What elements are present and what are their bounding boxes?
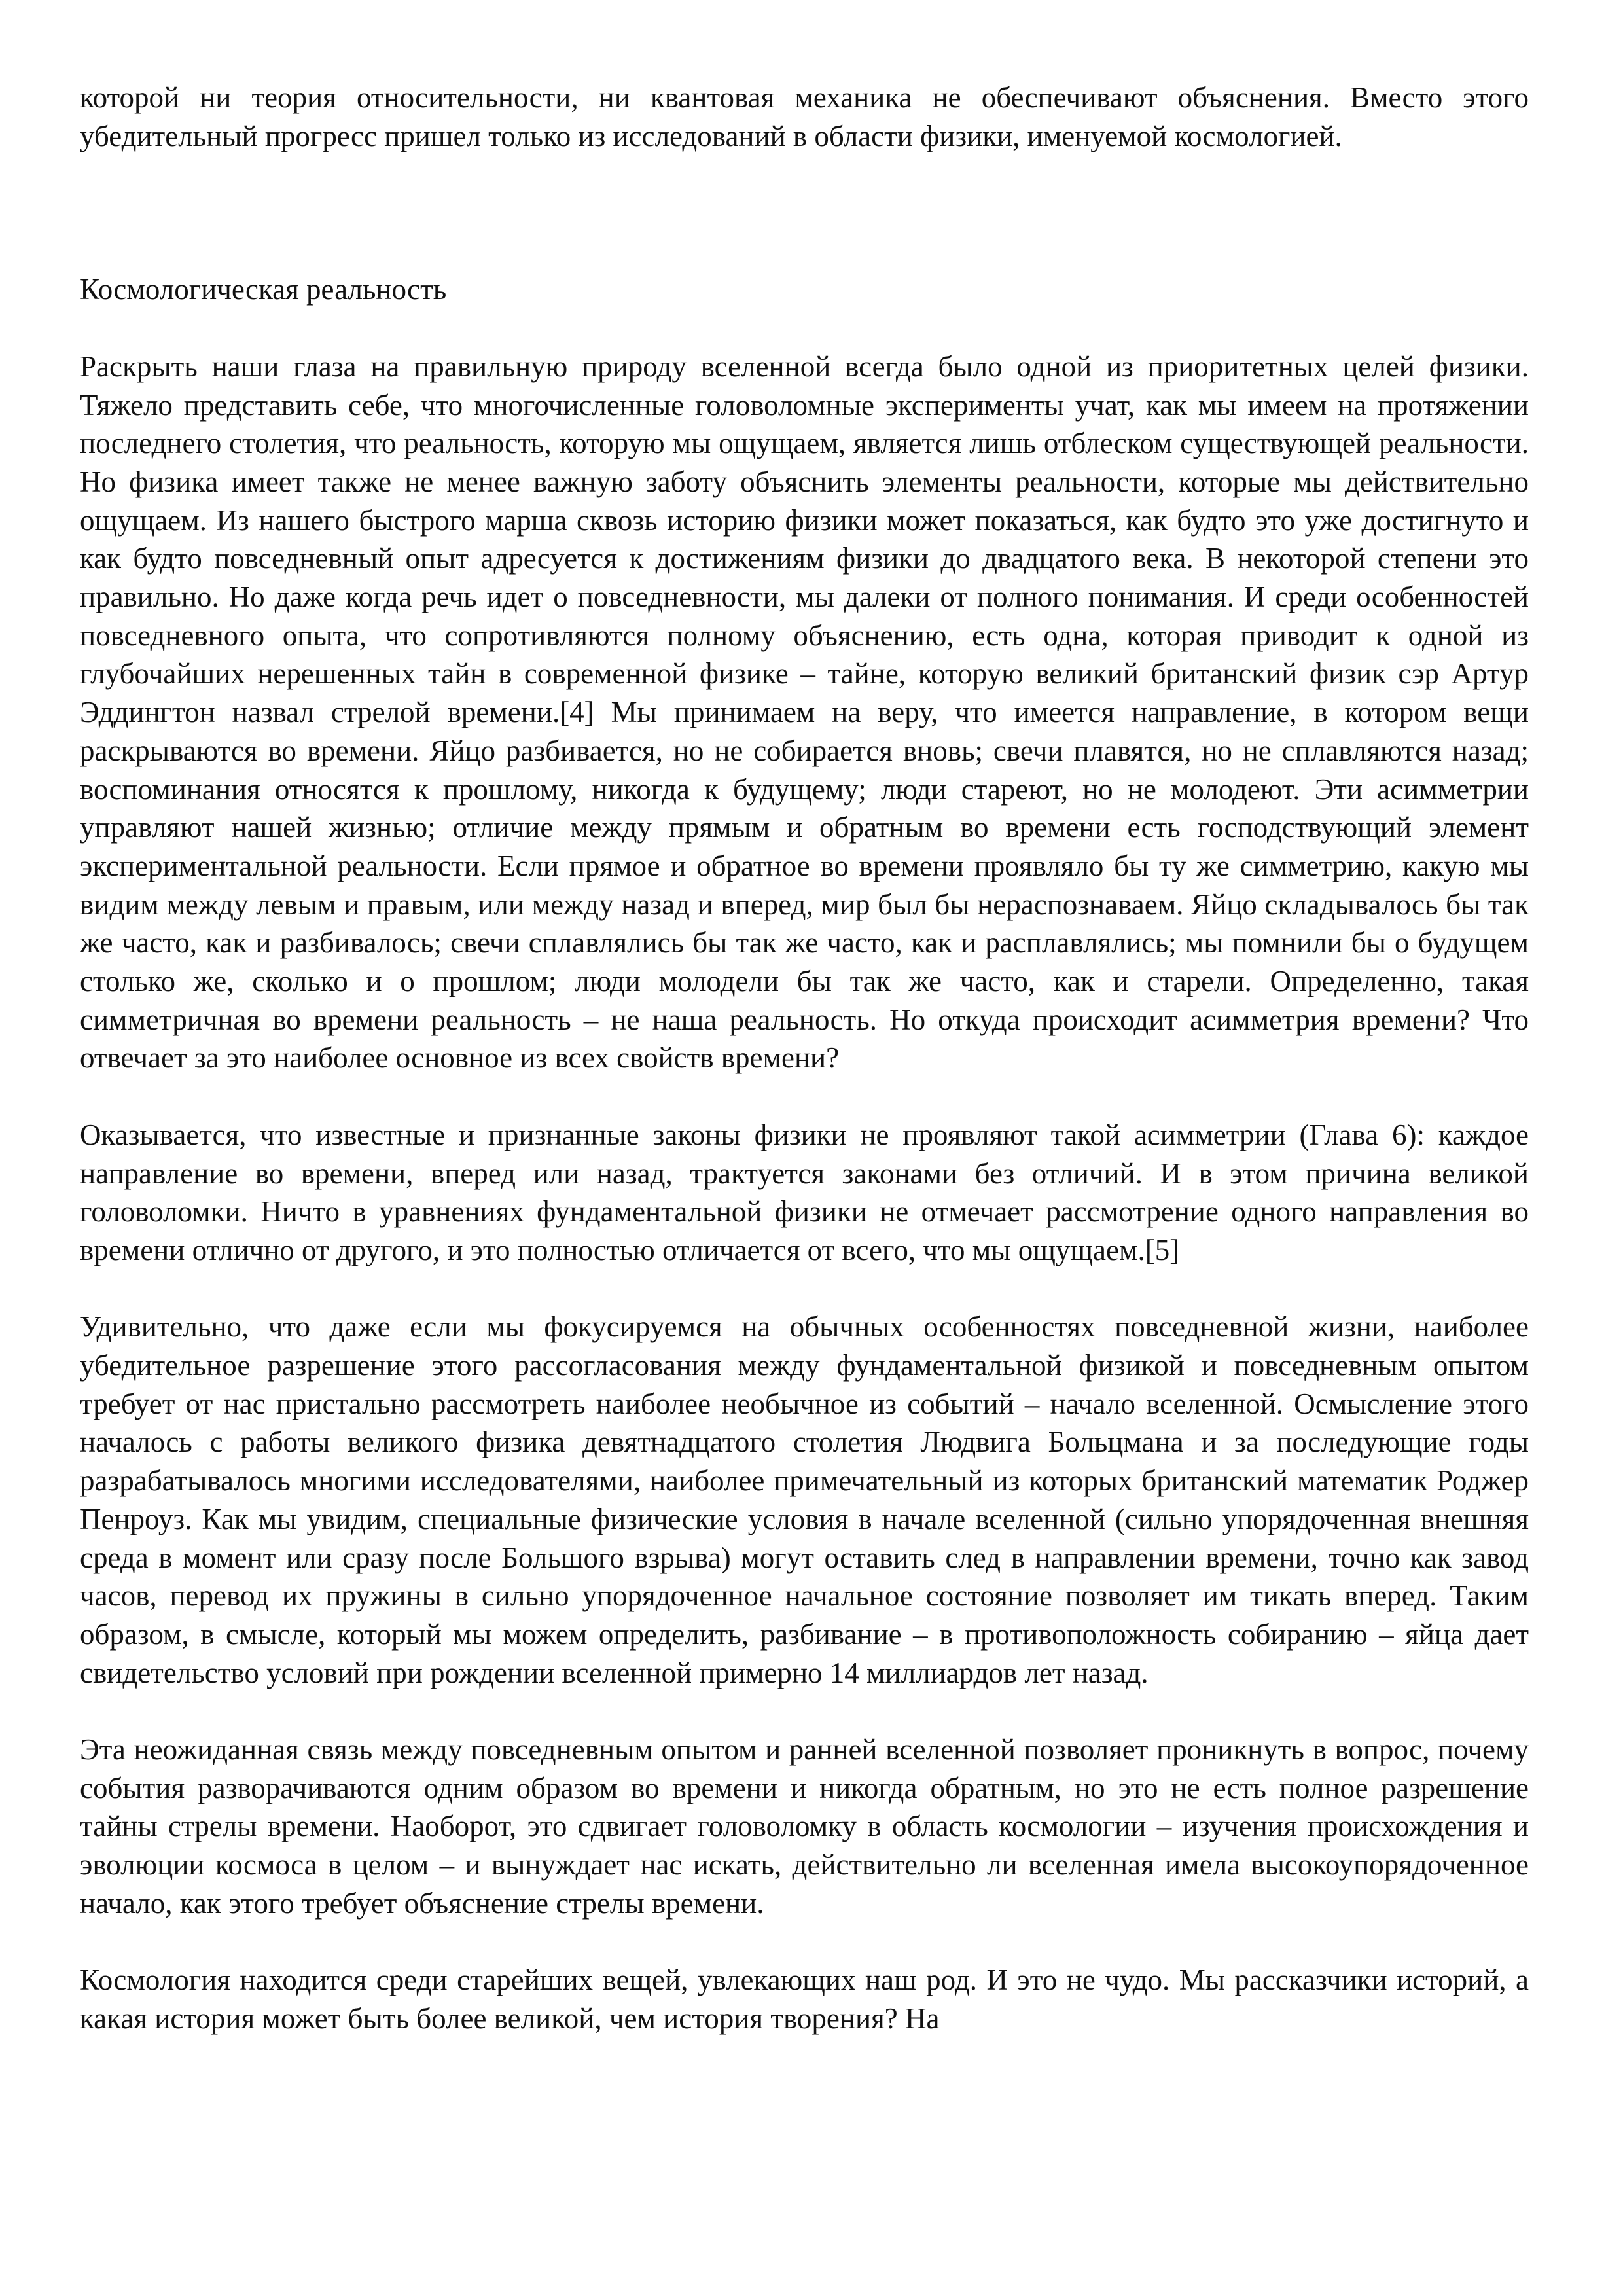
- body-paragraph-1: Раскрыть наши глаза на правильную природу вселенной всегда было одной из приоритетных целей физики. Тяжело представить себе, что многочисленные головоломные эксперименты учат, как мы имеем на протяжении последнего столетия, что реальность, которую мы ощущаем, является лишь отблеском существующей реальности. Но физика имеет также не менее важную заботу объяснить элементы реальности, которые мы действительно ощущаем. Из нашего быстрого марша сквозь историю физики может показаться, как будто это уже достигнуто и как будто повседневный опыт адресуется к достижениям физики до двадцатого века. В некоторой степени это правильно. Но даже когда речь идет о повседневности, мы далеки от полного понимания. И среди особенностей повседневного опыта, что сопротивляются полному объяснению, есть одна, которая приводит к одной из глубочайших нерешенных тайн в современной физике – тайне, которую великий британский физик сэр Артур Эддингтон назвал стрелой времени.[4] Мы принимаем на веру, что имеется направление, в котором вещи раскрываются во времени. Яйцо разбивается, но не собирается вновь; свечи плавятся, но не сплавляются назад; воспоминания относятся к прошлому, никогда к будущему; люди стареют, но не молодеют. Эти асимметрии управляют нашей жизнью; отличие между прямым и обратным во времени есть господствующий элемент экспериментальной реальности. Если прямое и обратное во времени проявляло бы ту же симметрию, какую мы видим между левым и правым, или между назад и вперед, мир был бы нераспознаваем. Яйцо складывалось бы так же часто, как и разбивалось; свечи сплавлялись бы так же часто, как и расплавлялись; мы помнили бы о будущем столько же, сколько и о прошлом; люди молодели бы так же часто, как и старели. Определенно, такая симметричная во времени реальность – не наша реальность. Но откуда происходит асимметрия времени? Что отвечает за это наиболее основное из всех свойств времени?: [80, 350, 1529, 1075]
- document-page: [80, 79, 1529, 2038]
- body-paragraph-3: Удивительно, что даже если мы фокусируемся на обычных особенностях повседневной жизни, наиболее убедительное разрешение этого рассогласования между фундаментальной физикой и повседневным опытом требует от нас пристально рассмотреть наиболее необычное из событий – начало вселенной. Осмысление этого началось с работы великого физика девятнадцатого столетия Людвига Больцмана и за последующие годы разрабатывалось многими исследователями, наиболее примечательный из которых британский математик Роджер Пенроуз. Как мы увидим, специальные физические условия в начале вселенной (сильно упорядоченная внешняя среда в момент или сразу после Большого взрыва) могут оставить след в направлении времени, точно как завод часов, перевод их пружины в сильно упорядоченное начальное состояние позволяет им тикать вперед. Таким образом, в смысле, который мы можем определить, разбивание – в противоположность собиранию – яйца дает свидетельство условий при рождении вселенной примерно 14 миллиардов лет назад.: [80, 1310, 1529, 1689]
- section-heading: Космологическая реальность: [80, 273, 447, 306]
- intro-paragraph: которой ни теория относительности, ни квантовая механика не обеспечивают объяснения. Вместо этого убедительный прогресс пришел только из исследований в области физики, именуемой космологией.: [80, 81, 1529, 152]
- body-paragraph-5: Космология находится среди старейших вещей, увлекающих наш род. И это не чудо. Мы рассказчики историй, а какая история может быть более великой, чем история творения? На: [80, 1964, 1529, 2035]
- body-paragraph-4: Эта неожиданная связь между повседневным опытом и ранней вселенной позволяет проникнуть в вопрос, почему события разворачиваются одним образом во времени и никогда обратным, но это не есть полное разрешение тайны стрелы времени. Наоборот, это сдвигает головоломку в область космологии – изучения происхождения и эволюции космоса в целом – и вынуждает нас искать, действительно ли вселенная имела высокоупорядоченное начало, как этого требует объяснение стрелы времени.: [80, 1733, 1529, 1920]
- body-paragraph-2: Оказывается, что известные и признанные законы физики не проявляют такой асимметрии (Глава 6): каждое направление во времени, вперед или назад, трактуется законами без отличий. И в этом причина великой головоломки. Ничто в уравнениях фундаментальной физики не отмечает рассмотрение одного направления во времени отлично от другого, и это полностью отличается от всего, что мы ощущаем.[5]: [80, 1118, 1529, 1266]
